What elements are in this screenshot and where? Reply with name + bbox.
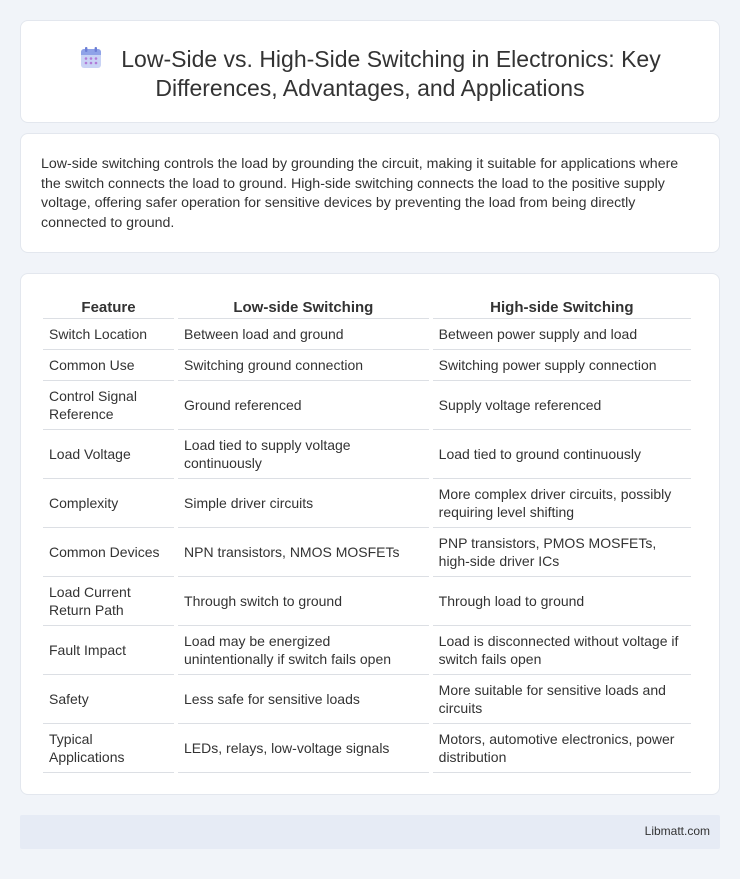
header-low-side: Low-side Switching <box>178 296 429 319</box>
feature-cell: Switch Location <box>43 319 174 350</box>
table-row <box>43 479 691 528</box>
low-side-cell: NPN transistors, NMOS MOSFETs <box>178 528 429 577</box>
low-side-cell: LEDs, relays, low-voltage signals <box>178 724 429 773</box>
table-row <box>43 675 691 724</box>
table-header-row <box>43 296 691 319</box>
page-title <box>61 45 679 103</box>
low-side-cell: Between load and ground <box>178 319 429 350</box>
feature-cell: Fault Impact <box>43 626 174 675</box>
high-side-cell: Motors, automotive electronics, power distribution <box>433 724 691 773</box>
low-side-cell: Through switch to ground <box>178 577 429 626</box>
feature-cell: Control Signal Reference <box>43 381 174 430</box>
high-side-cell: Through load to ground <box>433 577 691 626</box>
high-side-cell: Between power supply and load <box>433 319 691 350</box>
low-side-cell: Less safe for sensitive loads <box>178 675 429 724</box>
comparison-table <box>39 296 695 773</box>
feature-cell: Typical Applications <box>43 724 174 773</box>
intro-paragraph: Low-side switching controls the load by grounding the circuit, making it suitable for applications where the switch connects the load to ground. High-side switching connects the load to the positive supply voltage, offering safer operation for sensitive devices by preventing the load from being directly connected to ground. <box>41 156 679 231</box>
table-row <box>43 626 691 675</box>
high-side-cell: Supply voltage referenced <box>433 381 691 430</box>
table-row <box>43 350 691 381</box>
feature-cell: Safety <box>43 675 174 724</box>
high-side-cell: Switching power supply connection <box>433 350 691 381</box>
low-side-cell: Ground referenced <box>178 381 429 430</box>
calendar-icon <box>79 46 103 70</box>
feature-cell: Load Voltage <box>43 430 174 479</box>
feature-cell: Common Use <box>43 350 174 381</box>
table-row <box>43 577 691 626</box>
low-side-cell: Switching ground connection <box>178 350 429 381</box>
low-side-cell: Simple driver circuits <box>178 479 429 528</box>
footer <box>20 815 720 849</box>
table-row <box>43 528 691 577</box>
intro-card <box>20 133 720 253</box>
page-title-text: Low-Side vs. High-Side Switching in Electronics: Key Differences, Advantages, and Applications <box>121 46 661 101</box>
table-row <box>43 724 691 773</box>
feature-cell: Common Devices <box>43 528 174 577</box>
footer-site-link[interactable]: Libmatt.com <box>644 824 710 838</box>
high-side-cell: Load tied to ground continuously <box>433 430 691 479</box>
feature-cell: Load Current Return Path <box>43 577 174 626</box>
table-row <box>43 430 691 479</box>
low-side-cell: Load may be energized unintentionally if switch fails open <box>178 626 429 675</box>
title-card <box>20 20 720 123</box>
high-side-cell: PNP transistors, PMOS MOSFETs, high-side driver ICs <box>433 528 691 577</box>
comparison-card <box>20 273 720 795</box>
high-side-cell: More complex driver circuits, possibly requiring level shifting <box>433 479 691 528</box>
high-side-cell: More suitable for sensitive loads and circuits <box>433 675 691 724</box>
table-row <box>43 381 691 430</box>
feature-cell: Complexity <box>43 479 174 528</box>
high-side-cell: Load is disconnected without voltage if switch fails open <box>433 626 691 675</box>
header-high-side: High-side Switching <box>433 296 691 319</box>
header-feature: Feature <box>43 296 174 319</box>
low-side-cell: Load tied to supply voltage continuously <box>178 430 429 479</box>
table-row <box>43 319 691 350</box>
